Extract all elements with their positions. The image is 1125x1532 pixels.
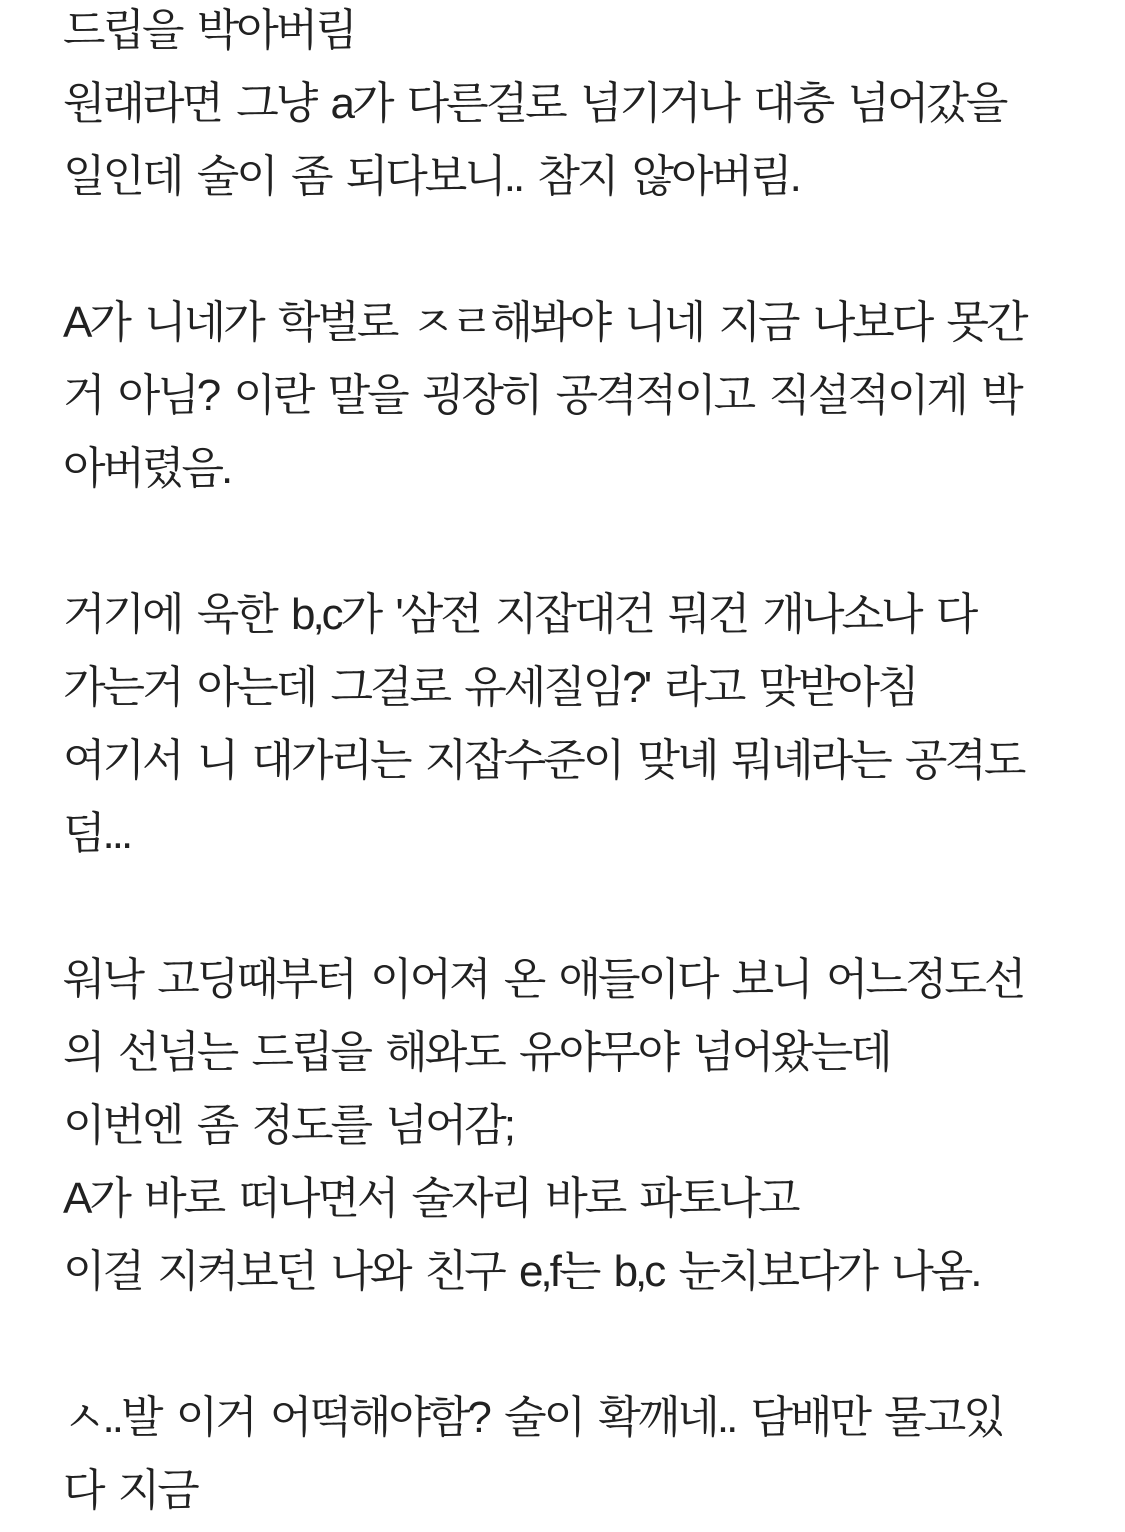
text-line: 거기에 욱한 b,c가 '삼전 지잡대건 뭐건 개나소나 다 (63, 590, 976, 639)
text-line: A가 바로 떠나면서 술자리 바로 파토나고 (63, 1174, 798, 1223)
paragraph-aftermath (63, 943, 1065, 1308)
text-line: 드립을 박아버림 (63, 6, 355, 55)
text-line: 거 아님? 이란 말을 굉장히 공격적이고 직설적이게 박 (63, 371, 1021, 420)
text-line: 의 선넘는 드립을 해와도 유야무야 넘어왔는데 (63, 1028, 890, 1077)
text-line: 덤... (63, 809, 131, 858)
paragraph-intro (63, 0, 1065, 213)
paragraph-bc-response (63, 578, 1065, 870)
text-line: 일인데 술이 좀 되다보니.. 참지 않아버림. (63, 152, 799, 201)
paragraph-a-statement (63, 286, 1065, 505)
text-line: 여기서 니 대가리는 지잡수준이 맞녜 뭐녜라는 공격도 (63, 736, 1024, 785)
text-line: 이번엔 좀 정도를 넘어감; (63, 1101, 513, 1150)
text-line: 이걸 지켜보던 나와 친구 e,f는 b,c 눈치보다가 나옴. (63, 1247, 980, 1296)
text-line: 원래라면 그냥 a가 다른걸로 넘기거나 대충 넘어갔을 (63, 79, 1006, 128)
text-line: 워낙 고딩때부터 이어져 온 애들이다 보니 어느정도선 (63, 955, 1024, 1004)
text-line: 가는거 아는데 그걸로 유세질임?' 라고 맞받아침 (63, 663, 917, 712)
text-line: ㅅ..발 이거 어떡해야함? 술이 확깨네.. 담배만 물고있 (63, 1393, 1003, 1442)
paragraph-closing (63, 1381, 1065, 1527)
text-line: 아버렸음. (63, 444, 231, 493)
text-line: A가 니네가 학벌로 ㅈㄹ해봐야 니네 지금 나보다 못간 (63, 298, 1026, 347)
text-line: 다 지금 (63, 1466, 197, 1515)
